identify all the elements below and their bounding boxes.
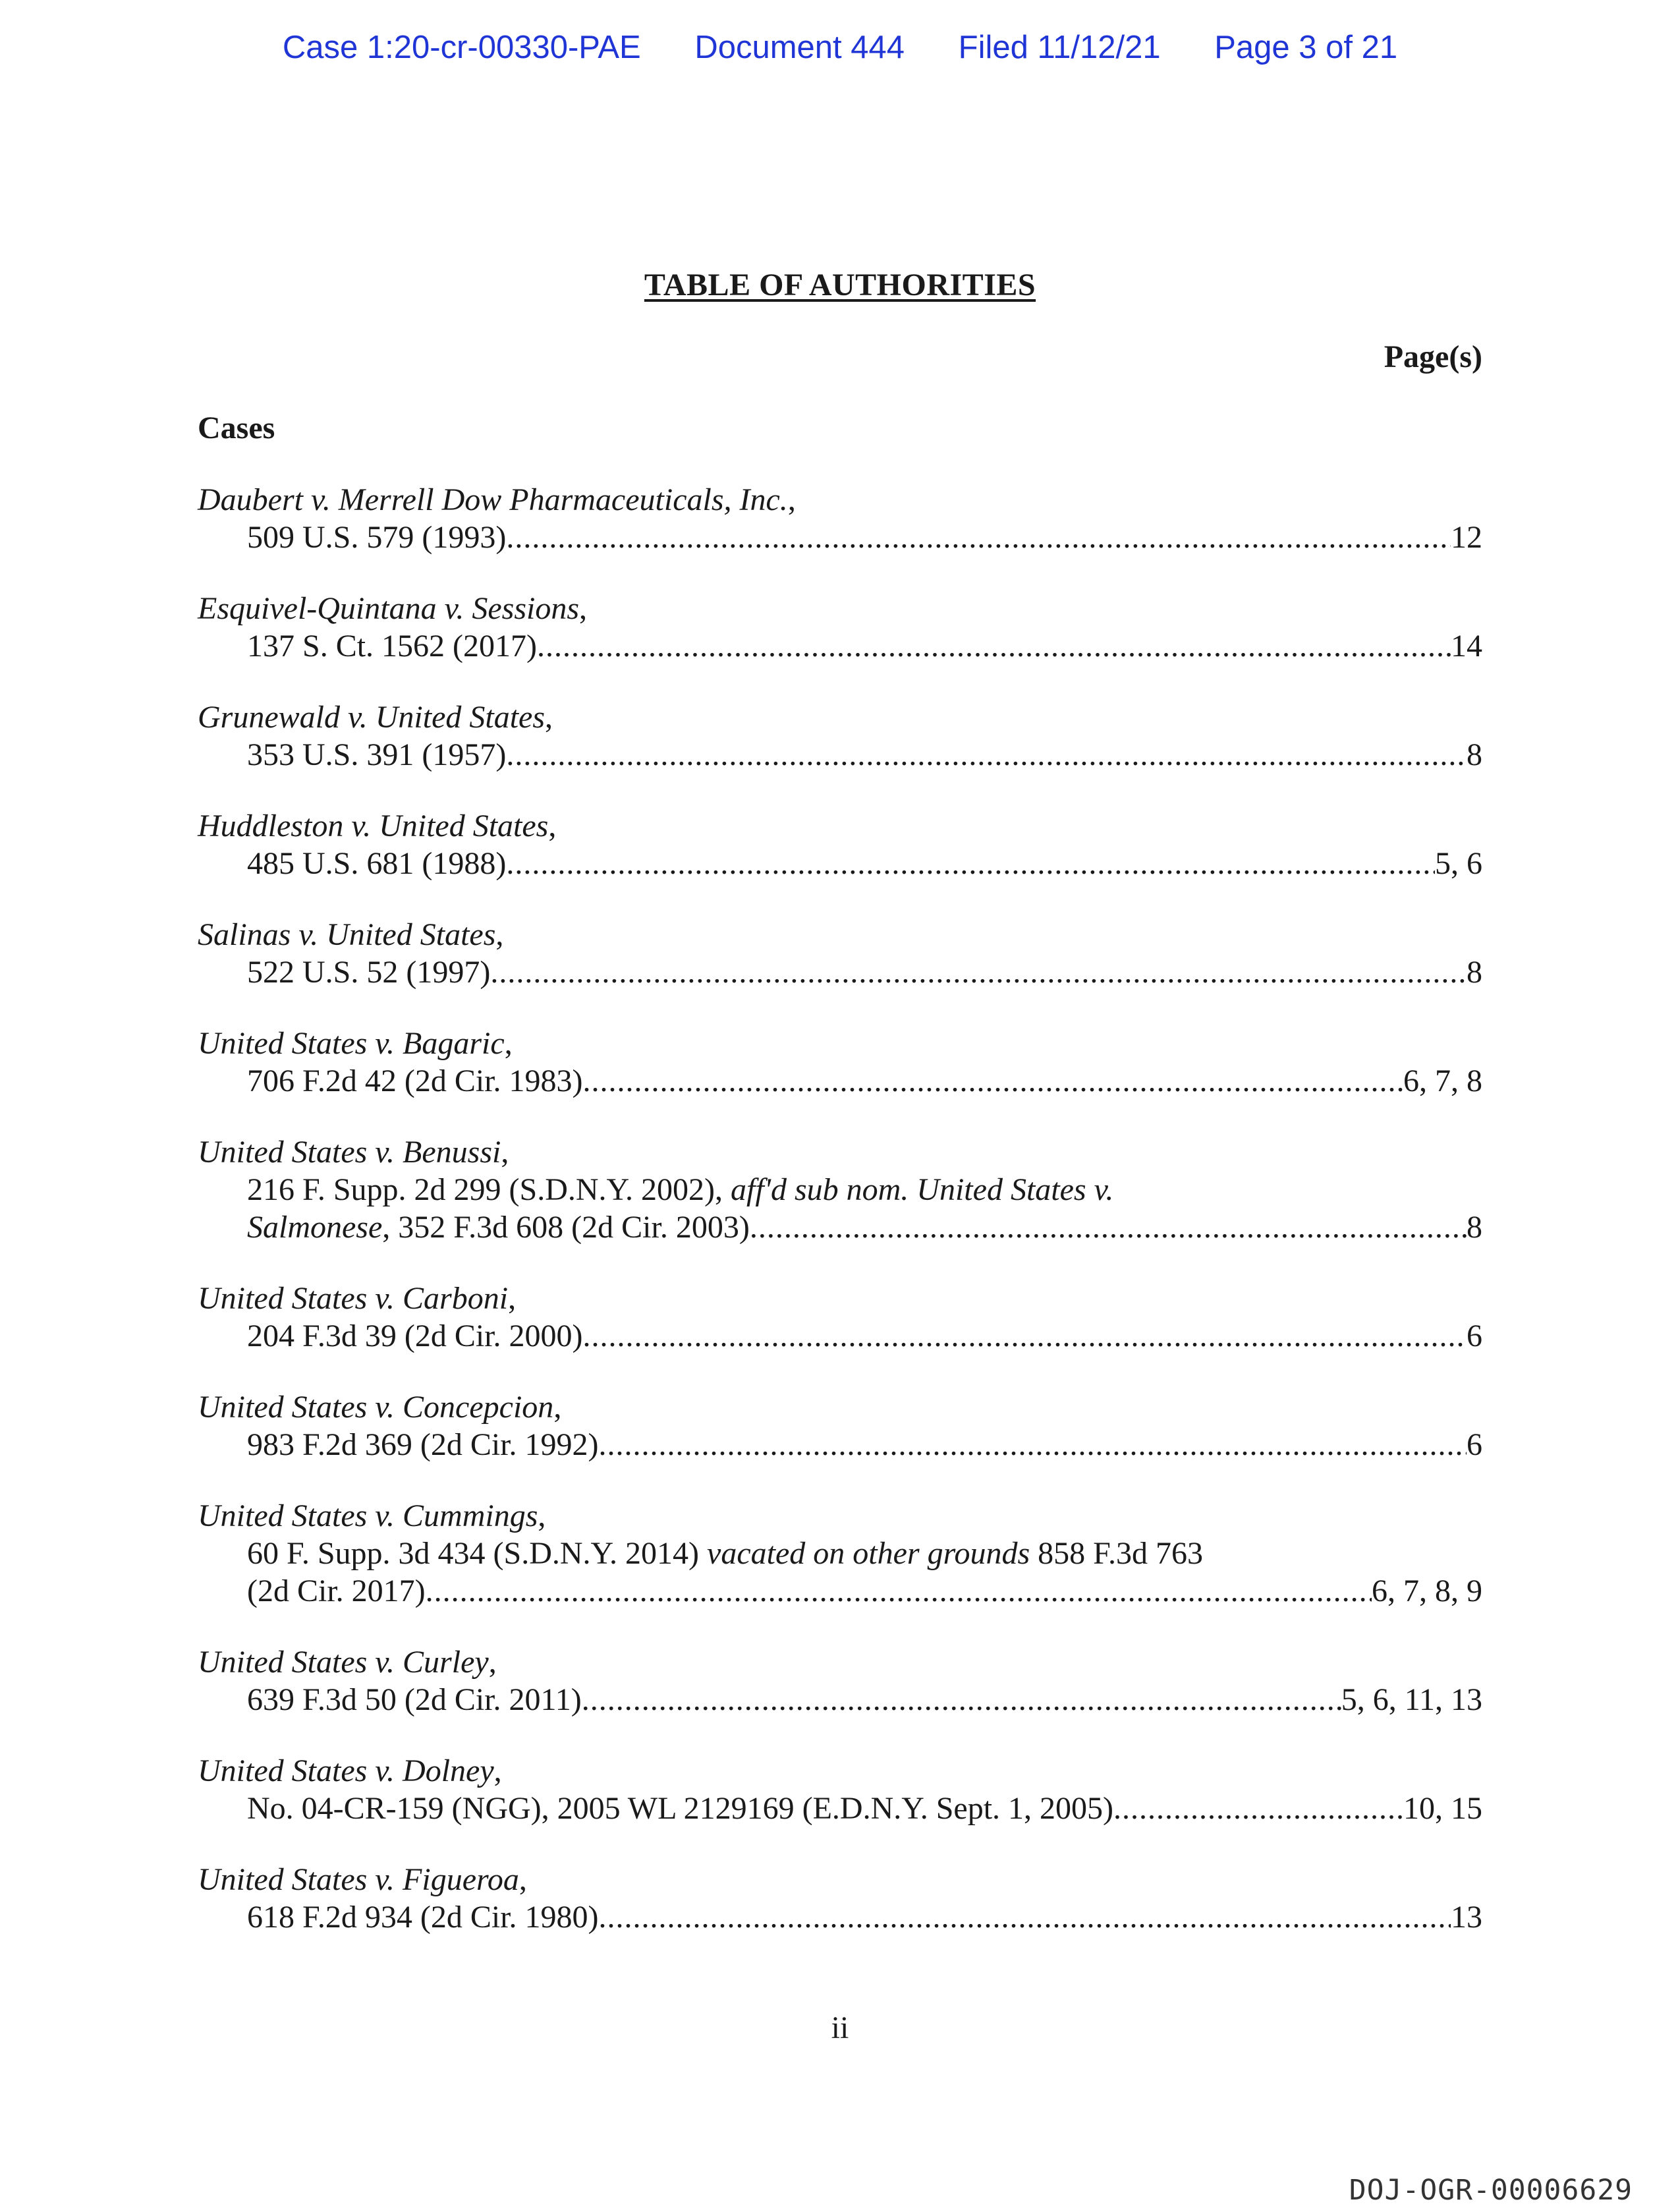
citation-line	[198, 736, 1482, 774]
case-name: Salinas v. United States,	[198, 917, 504, 952]
page-references: 5, 6	[1435, 846, 1482, 881]
case-number: Case 1:20-cr-00330-PAE	[282, 30, 641, 65]
citation: Salmonese, 352 F.3d 608 (2d Cir. 2003)	[247, 1210, 750, 1245]
citation-line	[198, 1208, 1482, 1246]
citation-line	[198, 1572, 1482, 1610]
case-name: United States v. Benussi,	[198, 1135, 509, 1170]
citation: (2d Cir. 2017)	[247, 1574, 426, 1608]
dot-leader	[506, 519, 1451, 556]
citation-line	[198, 1426, 1482, 1463]
dot-leader	[1113, 1790, 1403, 1827]
dot-leader	[599, 1898, 1451, 1936]
citation: 204 F.3d 39 (2d Cir. 2000)	[247, 1319, 583, 1353]
page-number: ii	[831, 2010, 849, 2045]
dot-leader	[599, 1426, 1467, 1463]
citation-line	[198, 627, 1482, 665]
citation: 137 S. Ct. 1562 (2017)	[247, 629, 538, 664]
citation: No. 04-CR-159 (NGG), 2005 WL 2129169 (E.D.N.Y. Sept. 1, 2005)	[247, 1791, 1114, 1826]
filing-header	[0, 29, 1680, 66]
citation-line	[198, 845, 1482, 882]
citation: 618 F.2d 934 (2d Cir. 1980)	[247, 1900, 599, 1935]
dot-leader	[537, 627, 1451, 665]
case-name: Esquivel-Quintana v. Sessions,	[198, 591, 588, 626]
citation: 509 U.S. 579 (1993)	[247, 520, 507, 555]
case-name: United States v. Cummings,	[198, 1498, 546, 1533]
citation: 522 U.S. 52 (1997)	[247, 955, 491, 990]
authority-entry	[198, 807, 1482, 882]
page-references: 8	[1467, 737, 1482, 772]
authority-entry	[198, 1133, 1482, 1246]
filed-date: Filed 11/12/21	[958, 30, 1161, 65]
page-references: 8	[1467, 1210, 1482, 1245]
page-references: 12	[1451, 520, 1482, 555]
dot-leader	[490, 953, 1467, 991]
dot-leader	[750, 1208, 1467, 1246]
page-references: 6	[1467, 1319, 1482, 1353]
document-number: Document 444	[694, 30, 905, 65]
page-references: 5, 6, 11, 13	[1341, 1682, 1482, 1717]
page-references: 10, 15	[1403, 1791, 1482, 1826]
citation-line	[198, 519, 1482, 556]
dot-leader	[583, 1317, 1467, 1355]
citation-line	[198, 953, 1482, 991]
citation-line	[198, 1898, 1482, 1936]
citation: 706 F.2d 42 (2d Cir. 1983)	[247, 1063, 583, 1098]
dot-leader	[582, 1681, 1341, 1718]
authority-entry	[198, 1643, 1482, 1718]
case-name: Huddleston v. United States,	[198, 808, 557, 843]
case-name: United States v. Carboni,	[198, 1281, 517, 1316]
subsequent-history: vacated on other grounds	[707, 1536, 1030, 1571]
case-name: United States v. Curley,	[198, 1645, 497, 1680]
dot-leader	[506, 736, 1467, 774]
citation-line	[198, 1062, 1482, 1100]
authority-entry	[198, 590, 1482, 665]
page-references: 6, 7, 8	[1403, 1063, 1482, 1098]
citation-line: 216 F. Supp. 2d 299 (S.D.N.Y. 2002), aff'd sub nom. United States v.	[247, 1172, 1114, 1207]
dot-leader	[506, 845, 1435, 882]
citation: 639 F.3d 50 (2d Cir. 2011)	[247, 1682, 582, 1717]
page-references: 13	[1451, 1900, 1482, 1935]
case-name: United States v. Figueroa,	[198, 1862, 527, 1897]
bates-number: DOJ-OGR-00006629	[1349, 2174, 1633, 2207]
subsequent-history: aff'd sub nom. United States v.	[731, 1172, 1114, 1207]
authority-entry	[198, 1388, 1482, 1463]
citation-line	[198, 1317, 1482, 1355]
page-references: 14	[1451, 629, 1482, 664]
case-name: Grunewald v. United States,	[198, 700, 553, 735]
page-indicator: Page 3 of 21	[1214, 30, 1398, 65]
page-references: 6, 7, 8, 9	[1372, 1574, 1482, 1608]
authority-entry	[198, 1752, 1482, 1827]
citation: 485 U.S. 681 (1988)	[247, 846, 507, 881]
authority-entry	[198, 916, 1482, 991]
case-name: United States v. Dolney,	[198, 1753, 502, 1788]
authorities-list	[198, 481, 1482, 1970]
case-name: Daubert v. Merrell Dow Pharmaceuticals, Inc.,	[198, 482, 796, 517]
pages-column-label: Page(s)	[1384, 339, 1482, 374]
citation-line: 60 F. Supp. 3d 434 (S.D.N.Y. 2014) vacated on other grounds 858 F.3d 763	[247, 1536, 1204, 1571]
citation-line	[198, 1681, 1482, 1718]
citation-line	[198, 1790, 1482, 1827]
case-name: United States v. Bagaric,	[198, 1026, 513, 1061]
citation: 353 U.S. 391 (1957)	[247, 737, 507, 772]
authority-entry	[198, 1280, 1482, 1355]
case-name: United States v. Concepcion,	[198, 1390, 562, 1425]
citation: 983 F.2d 369 (2d Cir. 1992)	[247, 1427, 599, 1462]
authority-entry	[198, 481, 1482, 556]
authority-entry	[198, 1025, 1482, 1100]
dot-leader	[426, 1572, 1372, 1610]
page-title: TABLE OF AUTHORITIES	[644, 268, 1036, 302]
dot-leader	[583, 1062, 1403, 1100]
page-references: 8	[1467, 955, 1482, 990]
authority-entry	[198, 698, 1482, 774]
page-references: 6	[1467, 1427, 1482, 1462]
authority-entry	[198, 1497, 1482, 1610]
authority-entry	[198, 1861, 1482, 1936]
section-heading: Cases	[198, 411, 275, 445]
